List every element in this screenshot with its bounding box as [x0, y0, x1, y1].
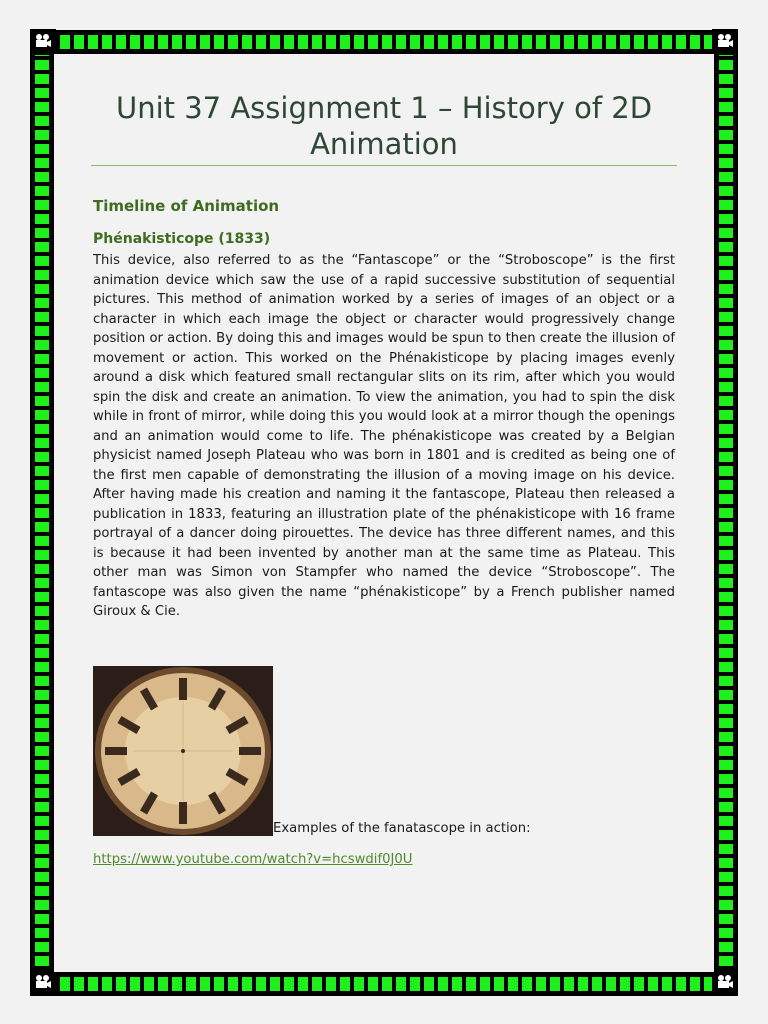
document-title: Unit 37 Assignment 1 – History of 2D Animation — [115, 91, 653, 161]
youtube-link[interactable]: https://www.youtube.com/watch?v=hcswdif0J0U — [93, 852, 413, 867]
film-strip-border-right — [714, 30, 738, 996]
film-camera-icon — [712, 29, 738, 55]
phenakisticope-disc-image — [93, 666, 273, 836]
film-camera-icon — [30, 29, 56, 55]
film-strip-border-bottom — [30, 972, 738, 996]
document-page — [54, 54, 714, 972]
subsection-heading: Phénakisticope (1833) — [93, 231, 271, 247]
body-paragraph: This device, also referred to as the “Fantascope” or the “Stroboscope” is the first animation device which saw the use of a rapid successive substitution of sequential pictures. This method of animation worked by a series of images of an object or a character in which each image the object or character would progressively change position or action. By doing this and images would be spun to then create the illusion of movement or action. This worked on the Phénakisticope by placing images evenly around a disk which featured small rectangular slits on its rim, after which you would spin the disk and create an animation. To view the animation, you had to spin the disk while in front of mirror, while doing this you would look at a mirror though the openings and an animation would come to life. The phénakisticope was created by a Belgian physicist named Joseph Plateau who was born in 1801 and is credited as being one of the first men capable of demonstrating the illusion of a moving image on his device. After having made his creation and naming it the fantascope, Plateau then released a publication in 1833, featuring an illustration plate of the phénakisticope with 16 frame portrayal of a dancer doing pirouettes. The device has three different names, and this is because it had been invented by another man at the same time as Plateau. This other man was Simon von Stampfer who named the device “Stroboscope”. The fantascope was also given the name “phénakisticope” by a French publisher named Giroux & Cie. — [93, 253, 675, 619]
title-divider — [91, 165, 677, 166]
film-camera-icon — [30, 970, 56, 996]
section-heading: Timeline of Animation — [93, 197, 280, 215]
film-strip-border-left — [30, 30, 54, 996]
image-caption: Examples of the fanatascope in action: — [273, 821, 531, 836]
film-strip-border-top — [30, 30, 738, 54]
film-camera-icon — [712, 970, 738, 996]
